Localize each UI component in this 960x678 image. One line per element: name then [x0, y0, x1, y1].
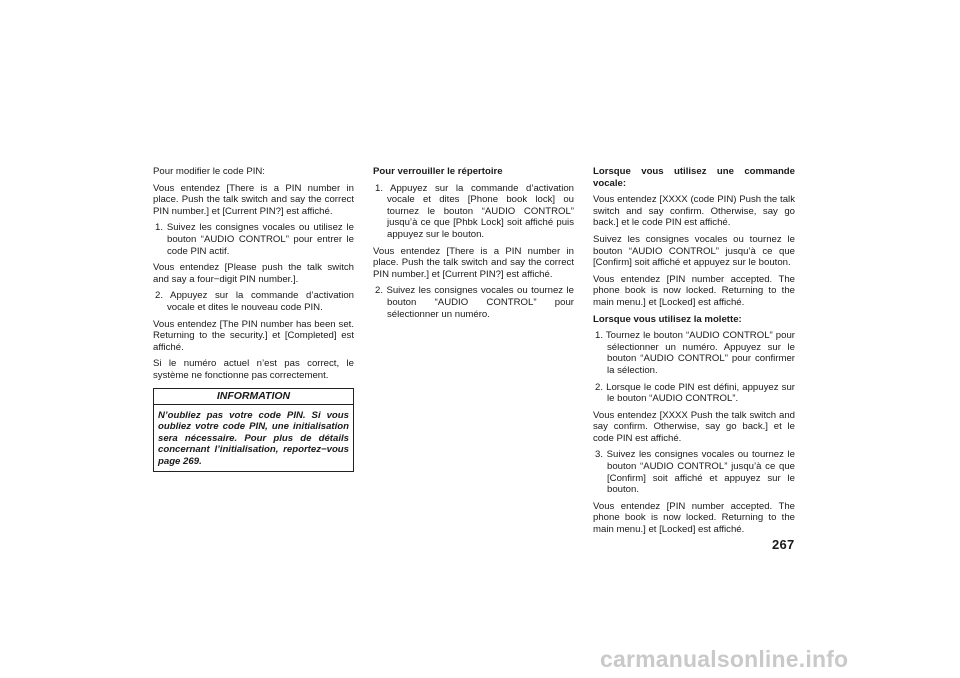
- section-heading: Lorsque vous utilisez une commande vocale:: [593, 166, 795, 189]
- paragraph: Vous entendez [XXXX Push the talk switch and say confirm. Otherwise, say go back.] et le code PIN est affiché.: [593, 409, 795, 444]
- section-heading: Pour verrouiller le répertoire: [373, 166, 503, 177]
- information-box: [153, 388, 354, 472]
- information-text: N’oubliez pas votre code PIN. Si vous oubliez votre code PIN, une initialisation sera nécessaire. Pour plus de détails concernant l’initialisation, reportez−vous page 269.: [158, 409, 349, 467]
- step-item: 3. Suivez les consignes vocales ou tournez le bouton “AUDIO CONTROL” jusqu’à ce que [Confirm] soit affiché et appuyez sur le bouton.: [595, 449, 795, 496]
- paragraph: Vous entendez [There is a PIN number in place. Push the talk switch and say the correct PIN number.] et [Current PIN?] est affiché.: [373, 245, 574, 280]
- paragraph: Suivez les consignes vocales ou tournez le bouton “AUDIO CONTROL” jusqu’à ce que [Confirm] soit affiché et appuyez sur le bouton.: [593, 233, 795, 269]
- intro-paragraph: Pour modifier le code PIN:: [153, 166, 265, 177]
- paragraph: Vous entendez [There is a PIN number in place. Push the talk switch and say the correct PIN number.] et [Current PIN?] est affiché.: [153, 182, 354, 217]
- column-right: [593, 166, 795, 541]
- step-item: 2. Appuyez sur la commande d’activation vocale et dites le nouveau code PIN.: [155, 290, 354, 313]
- paragraph: Si le numéro actuel n’est pas correct, le système ne fonctionne pas correctement.: [153, 358, 354, 381]
- section-heading: Lorsque vous utilisez la molette:: [593, 313, 742, 325]
- step-item: 1. Suivez les consignes vocales ou utilisez le bouton “AUDIO CONTROL” pour entrer le code PIN actif.: [155, 222, 354, 257]
- information-title: INFORMATION: [154, 389, 353, 405]
- paragraph: Vous entendez [PIN number accepted. The phone book is now locked. Returning to the main menu.] et [Locked] est affiché.: [593, 273, 795, 308]
- paragraph: Vous entendez [XXXX (code PIN) Push the talk switch and say confirm. Otherwise, say go back.] et le code PIN est affiché.: [593, 194, 795, 229]
- step-item: 2. Lorsque le code PIN est défini, appuyez sur le bouton “AUDIO CONTROL”.: [595, 381, 795, 405]
- watermark: carmanualsonline.info: [600, 646, 849, 672]
- page-number: 267: [772, 537, 795, 552]
- paragraph: Vous entendez [Please push the talk switch and say a four−digit PIN number.].: [153, 262, 354, 285]
- paragraph: Vous entendez [The PIN number has been set. Returning to the security.] et [Completed] est affiché.: [153, 318, 354, 353]
- paragraph: Vous entendez [PIN number accepted. The phone book is now locked. Returning to the main menu.] et [Locked] est affiché.: [593, 500, 795, 536]
- step-item: 1. Tournez le bouton “AUDIO CONTROL” pour sélectionner un numéro. Appuyez sur le bouton “AUDIO CONTROL” pour confirmer la sélection.: [595, 330, 795, 376]
- step-item: 1. Appuyez sur la commande d’activation vocale et dites [Phone book lock] ou tournez le bouton “AUDIO CONTROL” jusqu’à ce que [Phbk Lock] soit affiché puis appuyez sur le bouton.: [375, 182, 574, 240]
- step-item: 2. Suivez les consignes vocales ou tournez le bouton “AUDIO CONTROL” pour sélectionner un numéro.: [375, 285, 574, 320]
- column-left: [153, 166, 354, 472]
- column-middle: [373, 166, 574, 325]
